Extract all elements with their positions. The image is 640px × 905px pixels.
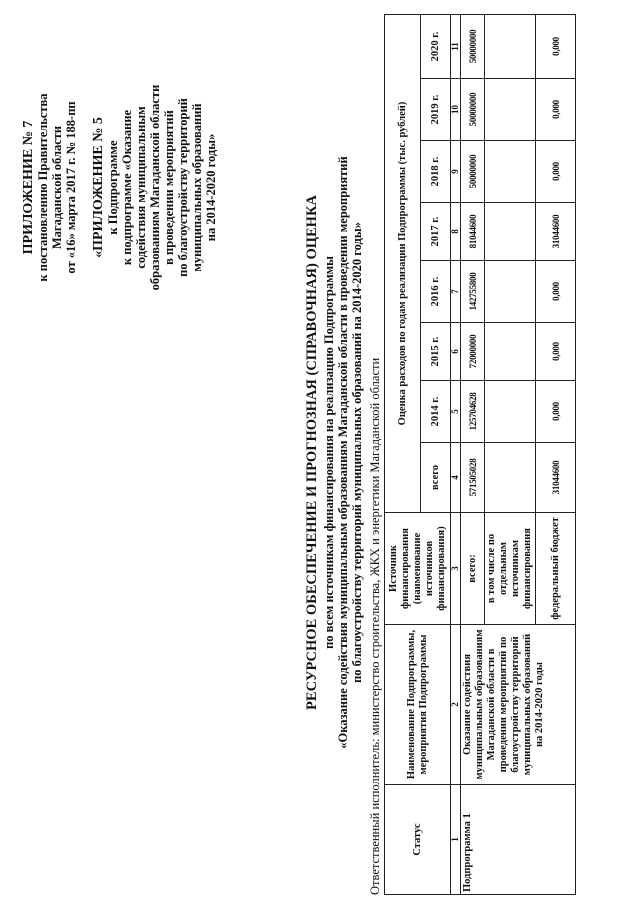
header-total: всего (421, 443, 451, 513)
value-cell: 0,000 (536, 261, 576, 323)
value-cell: 142755800 (461, 261, 485, 323)
value-cell: 50000000 (461, 79, 485, 141)
source-cell: в том числе по отдельным источникам финансирования (485, 513, 536, 625)
value-cell: 0,000 (536, 141, 576, 203)
appendix-header (22, 15, 218, 360)
subtitle-line-1: по всем источникам финансирования на реализацию Подпрограммы (322, 256, 336, 649)
appendix-title: ПРИЛОЖЕНИЕ № 7 (21, 120, 36, 255)
quoted-line-5: в проведении мероприятий (162, 110, 176, 265)
header-year: 2015 г. (421, 323, 451, 381)
table-row (461, 14, 485, 894)
index-cell: 9 (451, 141, 461, 203)
quoted-line-8: на 2014-2020 годы» (204, 133, 218, 242)
header-year: 2020 г. (421, 14, 451, 78)
value-cell: 50000000 (461, 14, 485, 78)
index-cell: 3 (451, 513, 461, 625)
quoted-line-2: к подпрограмме «Оказание (120, 109, 134, 266)
quoted-line-7: муниципальных образований (190, 103, 204, 272)
index-cell: 7 (451, 261, 461, 323)
appendix-line-1: к постановлению Правительства (36, 93, 50, 282)
quoted-line-6: по благоустройству территорий (176, 98, 190, 277)
header-year: 2014 г. (421, 381, 451, 443)
header-year: 2018 г. (421, 141, 451, 203)
value-cell (485, 261, 536, 323)
document-subtitle (322, 0, 364, 905)
header-estimate: Оценка расходов по годам реализации Подпрограммы (тыс. рублей) (385, 14, 421, 512)
value-cell (485, 323, 536, 381)
document-title: РЕСУРСНОЕ ОБЕСПЕЧЕНИЕ И ПРОГНОЗНАЯ (СПРАВОЧНАЯ) ОЦЕНКА (304, 195, 320, 710)
appendix-line-3: от «16» марта 2017 г. № 188-пп (64, 101, 78, 274)
value-cell: 571505028 (461, 443, 485, 513)
quoted-line-1: к Подпрограмме (106, 140, 120, 235)
budget-table (384, 14, 576, 895)
value-cell: 31044600 (536, 443, 576, 513)
quoted-line-4: образованиям Магаданской области (148, 84, 162, 291)
appendix-line-2: Магаданской области (50, 125, 64, 250)
source-cell: всего: (461, 513, 485, 625)
value-cell: 72000000 (461, 323, 485, 381)
value-cell: 125704628 (461, 381, 485, 443)
value-cell: 81044600 (461, 203, 485, 261)
index-row (451, 14, 461, 894)
value-cell (485, 14, 536, 78)
header-year: 2016 г. (421, 261, 451, 323)
index-cell: 6 (451, 323, 461, 381)
value-cell (485, 141, 536, 203)
header-source: Источник финансирования (наименование источников финансирования) (385, 513, 451, 625)
subtitle-line-2: «Оказание содействия муниципальным образованиям Магаданской области в проведении мероприятий (336, 156, 350, 749)
quoted-line-3: содействия муниципальным (134, 106, 148, 269)
header-year: 2019 г. (421, 79, 451, 141)
value-cell: 0,000 (536, 323, 576, 381)
value-cell (485, 381, 536, 443)
index-cell: 11 (451, 14, 461, 78)
index-cell: 1 (451, 785, 461, 895)
header-name: Наименование Подпрограммы, мероприятия Подпрограммы (385, 625, 451, 785)
value-cell (485, 203, 536, 261)
value-cell: 0,000 (536, 14, 576, 78)
index-cell: 8 (451, 203, 461, 261)
value-cell: 0,000 (536, 381, 576, 443)
header-status: Статус (385, 785, 451, 895)
header-year: 2017 г. (421, 203, 451, 261)
value-cell: 0,000 (536, 79, 576, 141)
index-cell: 4 (451, 443, 461, 513)
value-cell (485, 443, 536, 513)
quoted-appendix-title: «ПРИЛОЖЕНИЕ № 5 (91, 117, 106, 258)
responsible-executor: Ответственный исполнитель: министерство строительства, ЖКХ и энергетики Магаданской области (368, 357, 382, 895)
value-cell: 50000000 (461, 141, 485, 203)
index-cell: 5 (451, 381, 461, 443)
index-cell: 10 (451, 79, 461, 141)
status-cell: Подпрограмма 1 (461, 785, 576, 895)
index-cell: 2 (451, 625, 461, 785)
subprogram-name-cell: Оказание содействия муниципальным образованиям Магаданской области в проведении мероприятий по благоустройству территорий муниципальных образований на 2014-2020 годы (461, 625, 576, 785)
value-cell: 31044600 (536, 203, 576, 261)
value-cell (485, 79, 536, 141)
subtitle-line-3: по благоустройству территорий муниципальных образований на 2014-2020 годы» (350, 222, 364, 683)
source-cell: федеральный бюджет (536, 513, 576, 625)
